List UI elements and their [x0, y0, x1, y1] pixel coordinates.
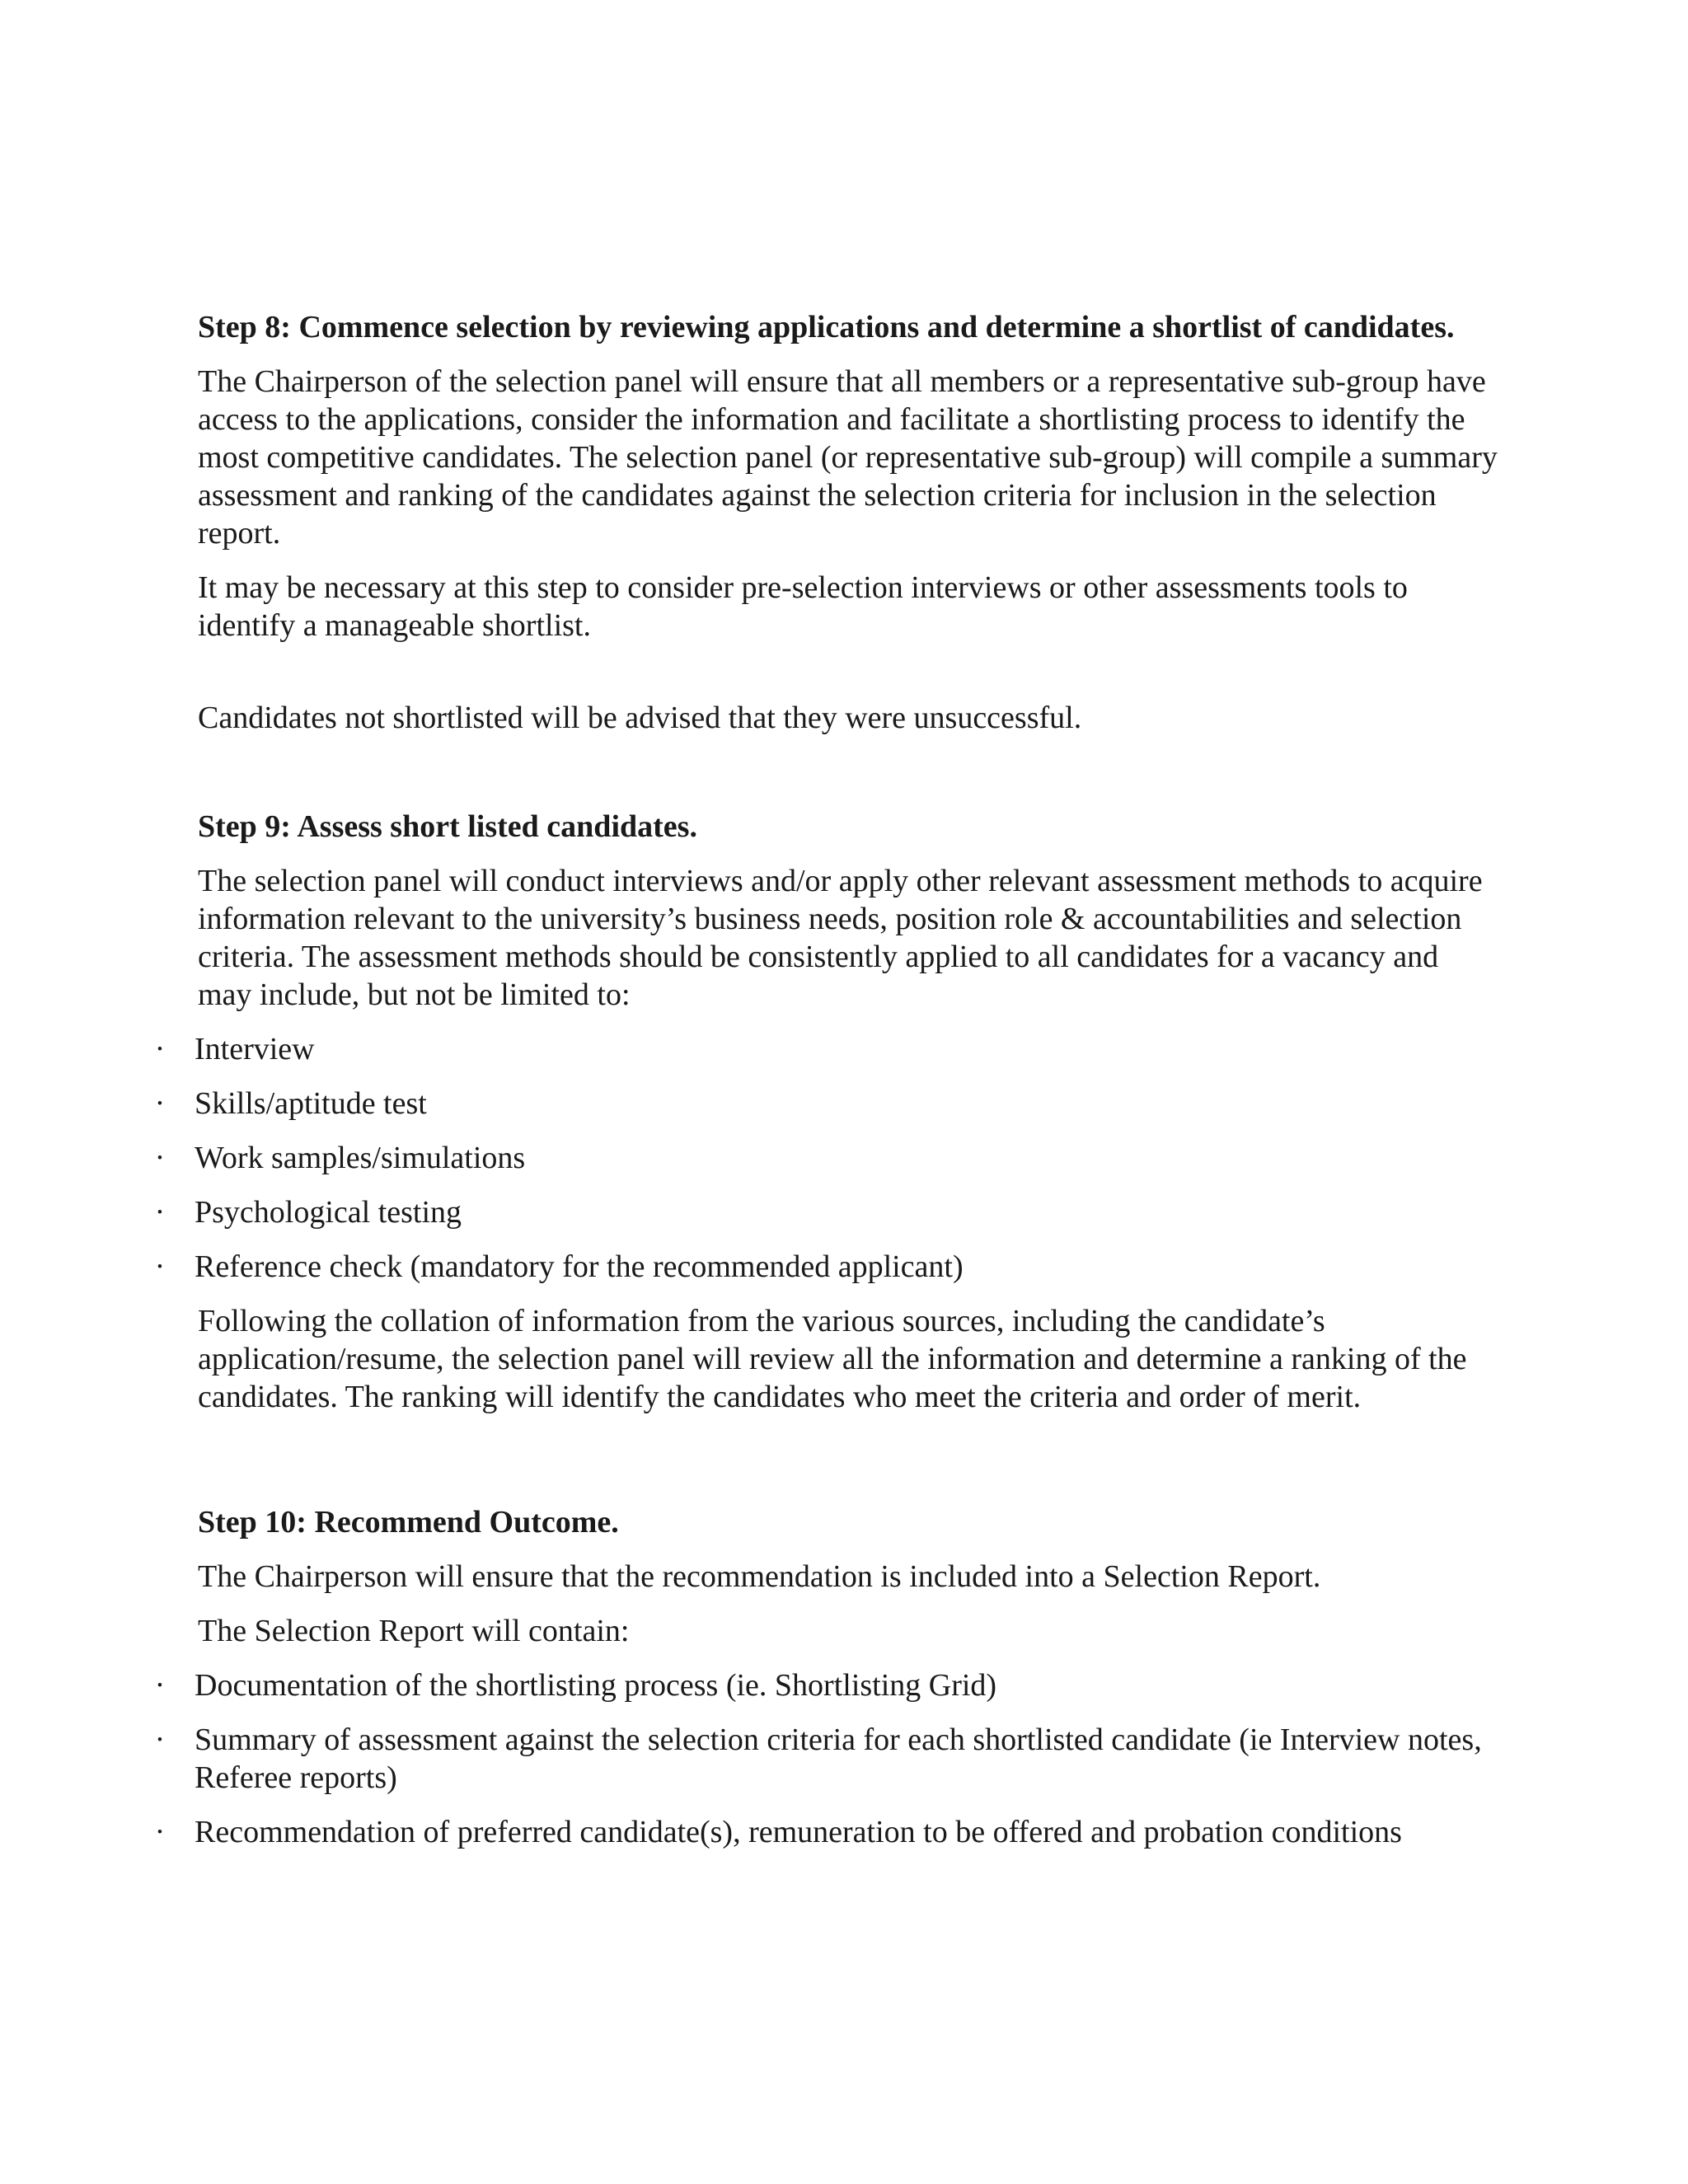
list-item: [154, 1139, 1500, 1177]
bullet-icon: ·: [154, 1249, 166, 1284]
step-9-section: [154, 808, 1500, 1416]
bullet-icon: ·: [154, 1086, 166, 1121]
bullet-icon: ·: [154, 1722, 166, 1757]
step-10-paragraph-2: The Selection Report will contain:: [198, 1614, 630, 1648]
bullet-icon: ·: [154, 1195, 166, 1230]
list-item: [154, 1721, 1500, 1797]
list-item: [154, 1193, 1500, 1231]
document-body: [154, 308, 1500, 1868]
step-8-heading: Step 8: Commence selection by reviewing applications and determine a shortlist of candidates.: [198, 310, 1455, 344]
bullet-icon: ·: [154, 1668, 166, 1703]
step-8-paragraph-2: It may be necessary at this step to consider pre-selection interviews or other assessments tools to identify a manageable shortlist.: [198, 570, 1408, 643]
step-8-paragraph-3: Candidates not shortlisted will be advised that they were unsuccessful.: [198, 701, 1082, 735]
list-item: [154, 1085, 1500, 1122]
step-10-paragraph-1: The Chairperson will ensure that the recommendation is included into a Selection Report.: [198, 1559, 1321, 1594]
list-item: [154, 1030, 1500, 1068]
step-9-heading: Step 9: Assess short listed candidates.: [198, 809, 697, 844]
bullet-icon: ·: [154, 1141, 166, 1175]
step-9-closing: Following the collation of information from the various sources, including the candidate’s application/resume, the selection panel will review all the information and determine a ranking of the candidates. The ranking will identify the candidates who meet the criteria and order of merit.: [198, 1304, 1467, 1414]
spacer: [198, 753, 1500, 808]
selection-report-contents-list: [154, 1666, 1500, 1851]
step-10-section: [154, 1503, 1500, 1851]
list-item: [154, 1248, 1500, 1286]
list-item-text: Skills/aptitude test: [195, 1086, 427, 1121]
list-item-text: Work samples/simulations: [195, 1141, 526, 1175]
assessment-methods-list: [154, 1030, 1500, 1286]
list-item-text: Documentation of the shortlisting process (ie. Shortlisting Grid): [195, 1668, 997, 1703]
bullet-icon: ·: [154, 1815, 166, 1849]
step-9-intro: The selection panel will conduct interviews and/or apply other relevant assessment methods to acquire information relevant to the university’s business needs, position role & accountabilities and selection criteria. The assessment methods should be consistently applied to all candidates for a vacancy and may include, but not be limited to:: [198, 864, 1483, 1012]
step-8-section: [198, 308, 1500, 737]
list-item-text: Recommendation of preferred candidate(s), remuneration to be offered and probation conditions: [195, 1815, 1402, 1849]
step-10-heading: Step 10: Recommend Outcome.: [198, 1505, 619, 1540]
spacer: [198, 661, 1500, 699]
list-item-text: Summary of assessment against the selection criteria for each shortlisted candidate (ie Interview notes, Referee reports): [195, 1722, 1482, 1795]
list-item-text: Interview: [195, 1032, 315, 1066]
list-item: [154, 1666, 1500, 1704]
spacer: [198, 1432, 1500, 1503]
list-item-text: Psychological testing: [195, 1195, 462, 1230]
list-item-text: Reference check (mandatory for the recommended applicant): [195, 1249, 964, 1284]
step-8-paragraph-1: The Chairperson of the selection panel will ensure that all members or a representative sub-group have access to the applications, consider the information and facilitate a shortlisting process to identify the most competitive candidates. The selection panel (or representative sub-group) will compile a summary assessment and ranking of the candidates against the selection criteria for inclusion in the selection report.: [198, 364, 1498, 551]
bullet-icon: ·: [154, 1032, 166, 1066]
list-item: [154, 1813, 1500, 1851]
